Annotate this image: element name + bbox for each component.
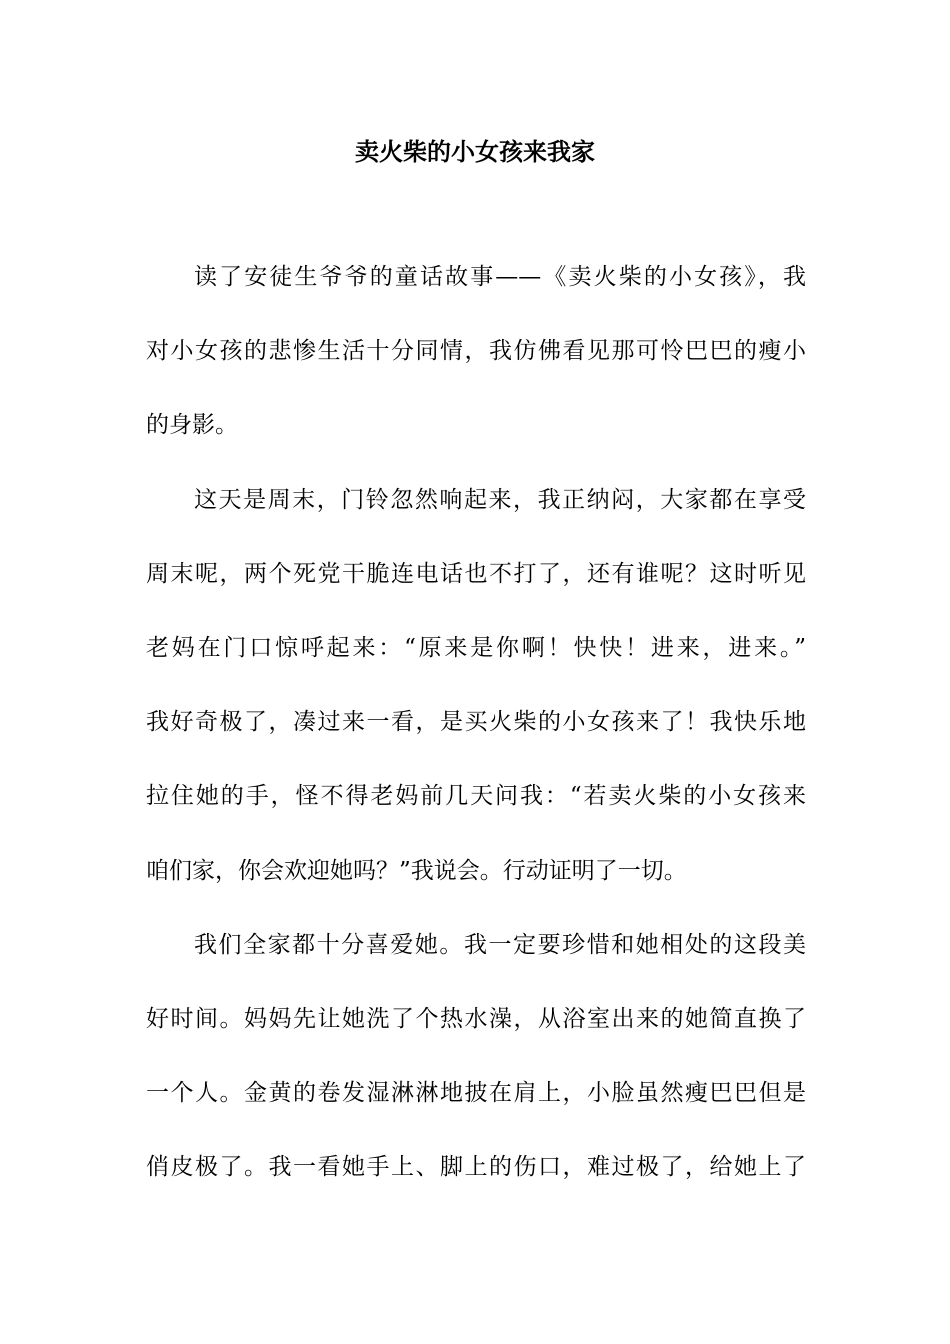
paragraph-2-line-5: 拉住她的手，怪不得老妈前几天问我：“若卖火柴的小女孩来 [146, 783, 806, 810]
paragraph-2-line-2: 周末呢，两个死党干脆连电话也不打了，还有谁呢？这时听见 [146, 560, 806, 587]
paragraph-2-line-3: 老妈在门口惊呼起来：“原来是你啊！快快！进来，进来。” [146, 634, 806, 661]
document-body [146, 257, 806, 1221]
paragraph-3-line-1: 我们全家都十分喜爱她。我一定要珍惜和她相处的这段美 [194, 931, 806, 958]
paragraph-3-line-4: 俏皮极了。我一看她手上、脚上的伤口，难过极了，给她上了 [146, 1154, 806, 1181]
paragraph-1-line-3: 的身影。 [146, 412, 238, 439]
paragraph-3-line-2: 好时间。妈妈先让她洗了个热水澡，从浴室出来的她简直换了 [146, 1005, 806, 1032]
document-title: 卖火柴的小女孩来我家 [355, 137, 595, 166]
paragraph-2-line-4: 我好奇极了，凑过来一看，是买火柴的小女孩来了！我快乐地 [146, 709, 806, 736]
paragraph-3-line-3: 一个人。金黄的卷发湿淋淋地披在肩上，小脸虽然瘦巴巴但是 [146, 1080, 806, 1107]
paragraph-1-line-2: 对小女孩的悲惨生活十分同情，我仿佛看见那可怜巴巴的瘦小 [146, 338, 806, 365]
paragraph-1-line-1: 读了安徒生爷爷的童话故事——《卖火柴的小女孩》，我 [194, 264, 806, 290]
paragraph-2-line-1: 这天是周末，门铃忽然响起来，我正纳闷，大家都在享受 [194, 486, 806, 513]
paragraph-2-line-6: 咱们家，你会欢迎她吗？”我说会。行动证明了一切。 [146, 857, 687, 884]
